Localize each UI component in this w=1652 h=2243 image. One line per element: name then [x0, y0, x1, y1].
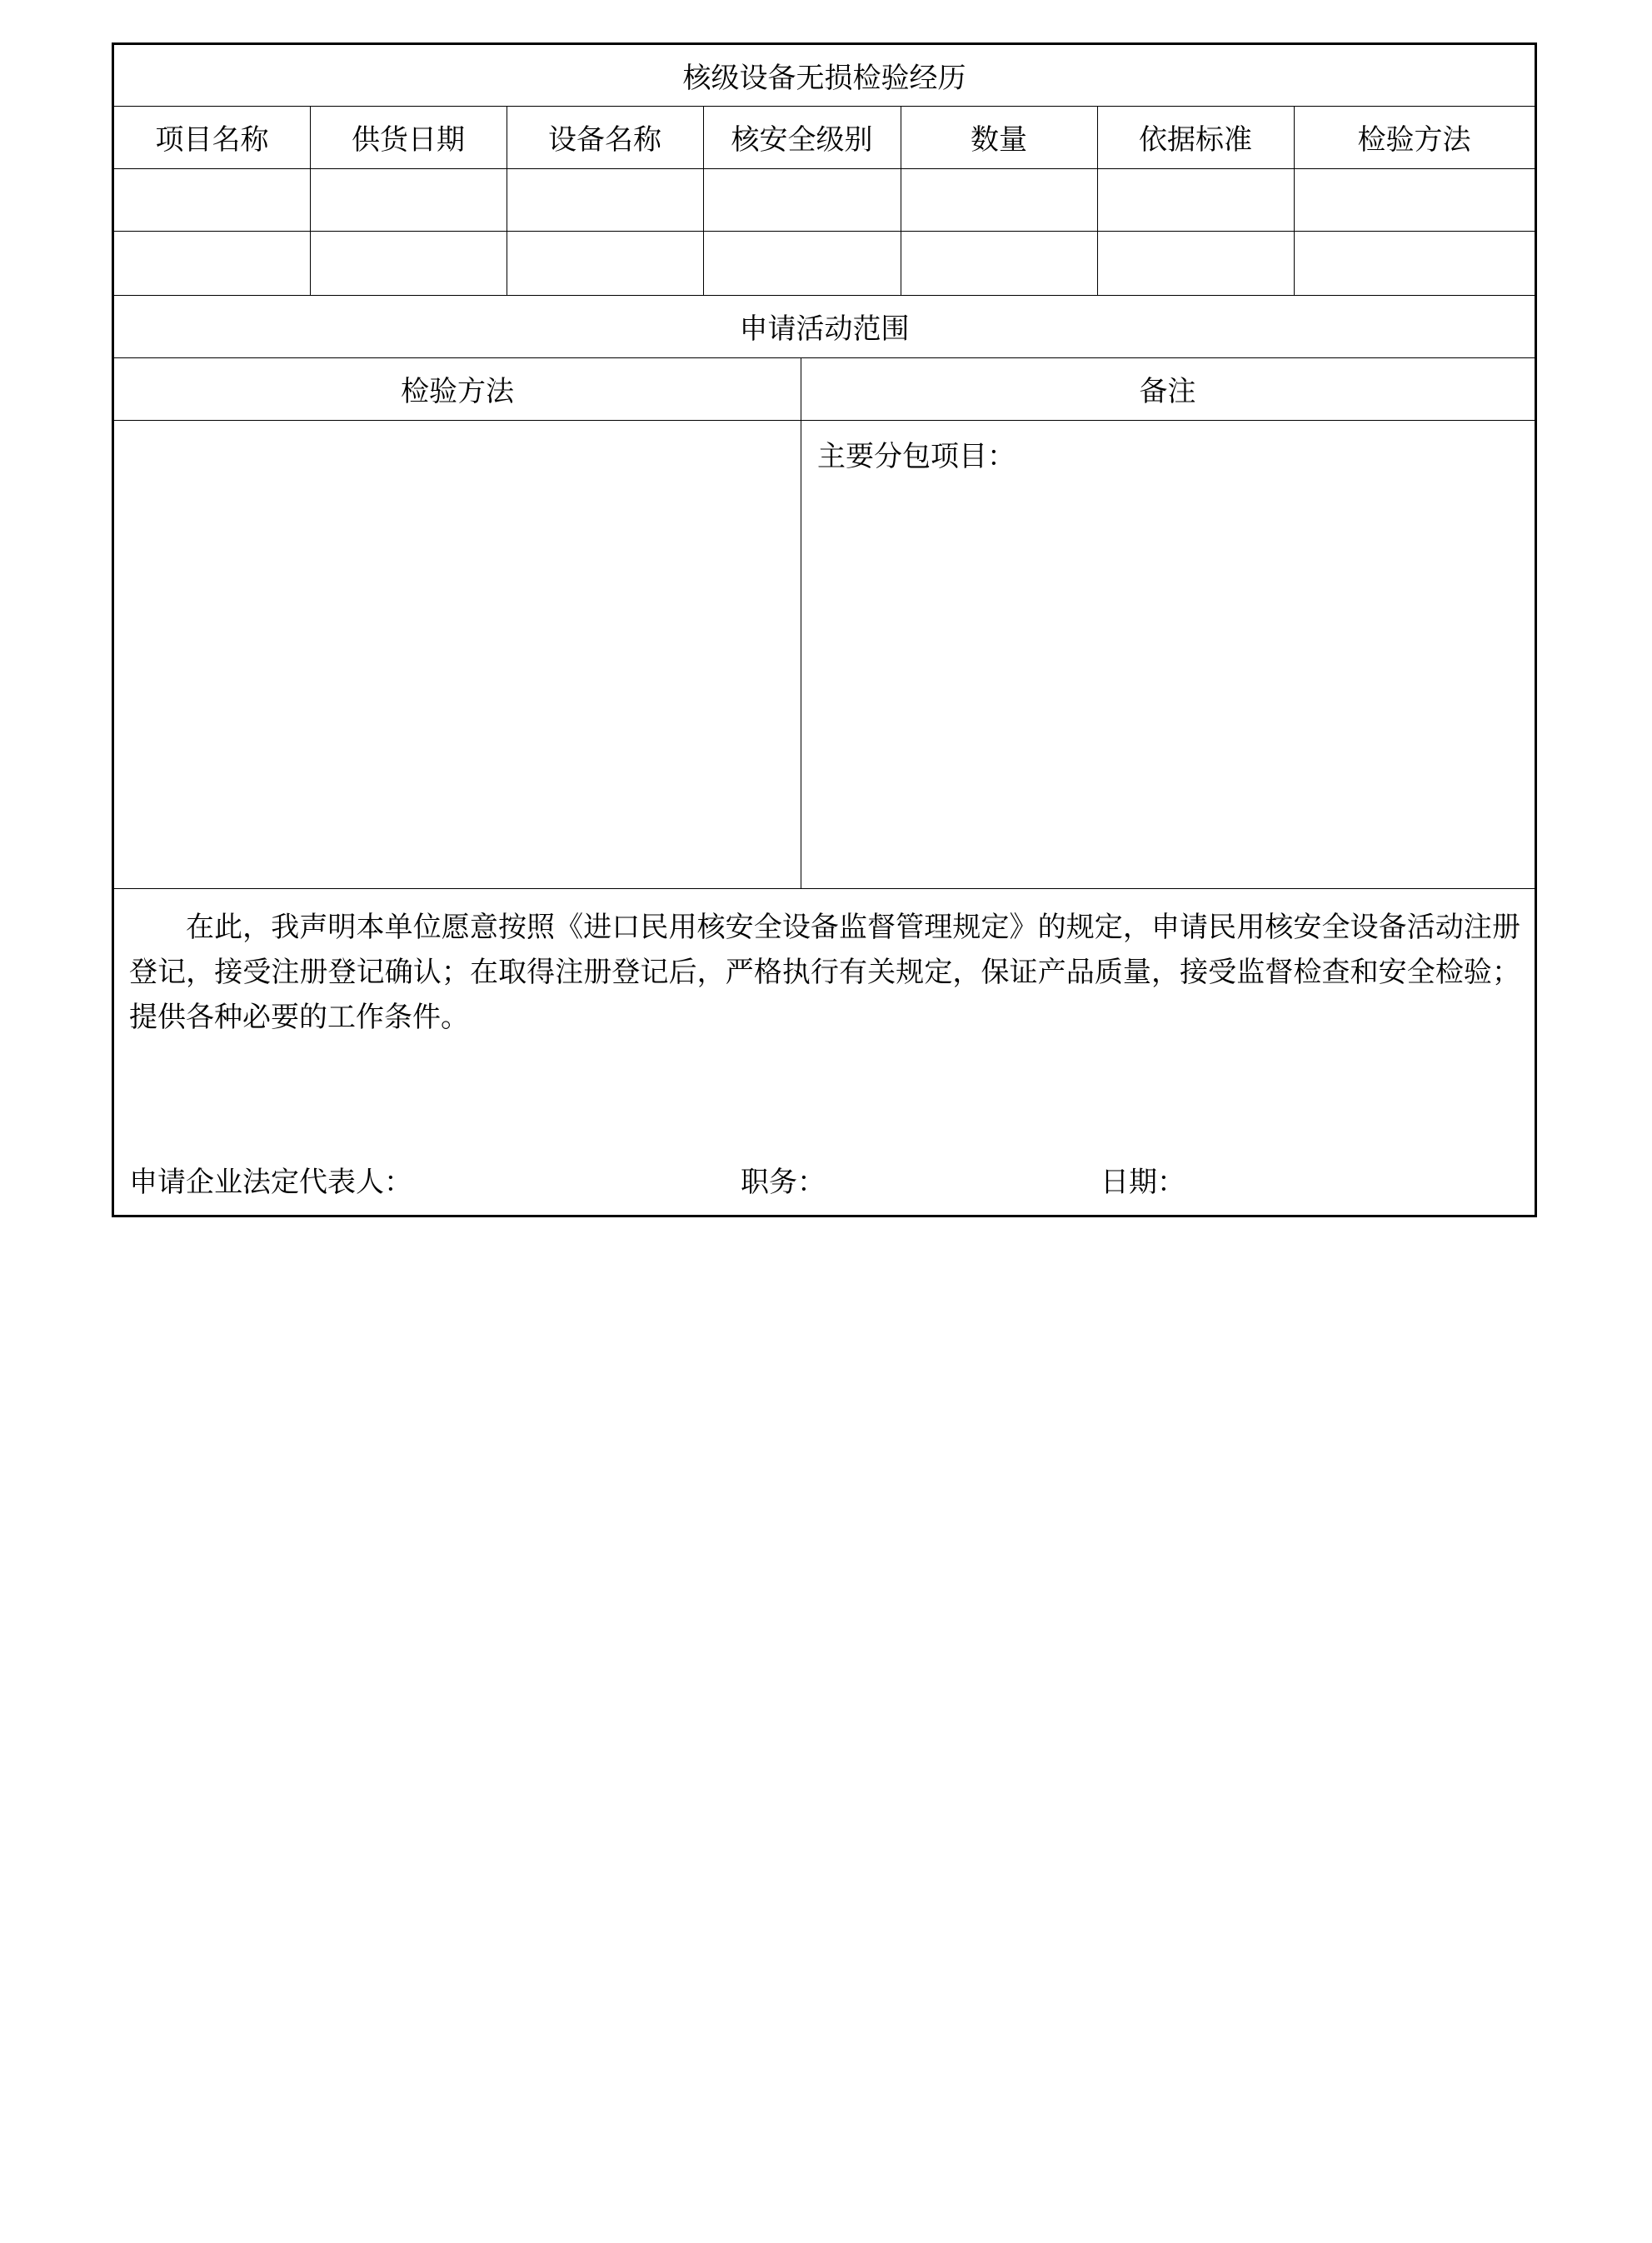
experience-title: 核级设备无损检验经历 — [682, 62, 966, 95]
table-cell[interactable] — [507, 231, 703, 295]
column-header-standard: 依据标准 — [1139, 123, 1252, 157]
table-cell[interactable] — [901, 168, 1097, 231]
table-cell[interactable] — [703, 231, 901, 295]
table-cell[interactable] — [310, 168, 507, 231]
scope-method-header: 检验方法 — [401, 375, 514, 408]
column-header-delivery-date: 供货日期 — [352, 123, 465, 157]
table-cell[interactable] — [1294, 231, 1535, 295]
scope-remarks-header: 备注 — [1139, 375, 1196, 408]
table-cell[interactable] — [703, 168, 901, 231]
table-cell[interactable] — [1294, 168, 1535, 231]
table-cell[interactable] — [1097, 168, 1294, 231]
column-header-quantity: 数量 — [971, 123, 1027, 157]
table-cell[interactable] — [1097, 231, 1294, 295]
date-label: 日期： — [1101, 1166, 1185, 1199]
position-label: 职务： — [741, 1166, 826, 1199]
table-cell[interactable] — [114, 231, 310, 295]
column-header-equipment-name: 设备名称 — [548, 123, 661, 157]
declaration-text: 在此，我声明本单位愿意按照《进口民用核安全设备监督管理规定》的规定，申请民用核安全设备活动注册登记，接受注册登记确认；在取得注册登记后，严格执行有关规定，保证产品质量，接受监督检查和安全检验；提供各种必要的工作条件。 — [129, 911, 1520, 1034]
scope-title: 申请活动范围 — [739, 312, 910, 346]
rule-above-declaration — [114, 888, 1535, 889]
table-cell[interactable] — [114, 168, 310, 231]
scope-method-field[interactable] — [129, 433, 787, 875]
table-cell[interactable] — [507, 168, 703, 231]
column-header-project-name: 项目名称 — [155, 123, 269, 157]
column-header-safety-class: 核安全级别 — [731, 123, 873, 157]
application-form — [112, 42, 1537, 1217]
table-cell[interactable] — [310, 231, 507, 295]
legal-representative-label: 申请企业法定代表人： — [129, 1166, 412, 1199]
table-cell[interactable] — [901, 231, 1097, 295]
column-header-inspection-method: 检验方法 — [1357, 123, 1471, 157]
rule-under-scope-headers — [114, 420, 1535, 421]
remarks-subcontract-label: 主要分包项目： — [817, 440, 1016, 473]
